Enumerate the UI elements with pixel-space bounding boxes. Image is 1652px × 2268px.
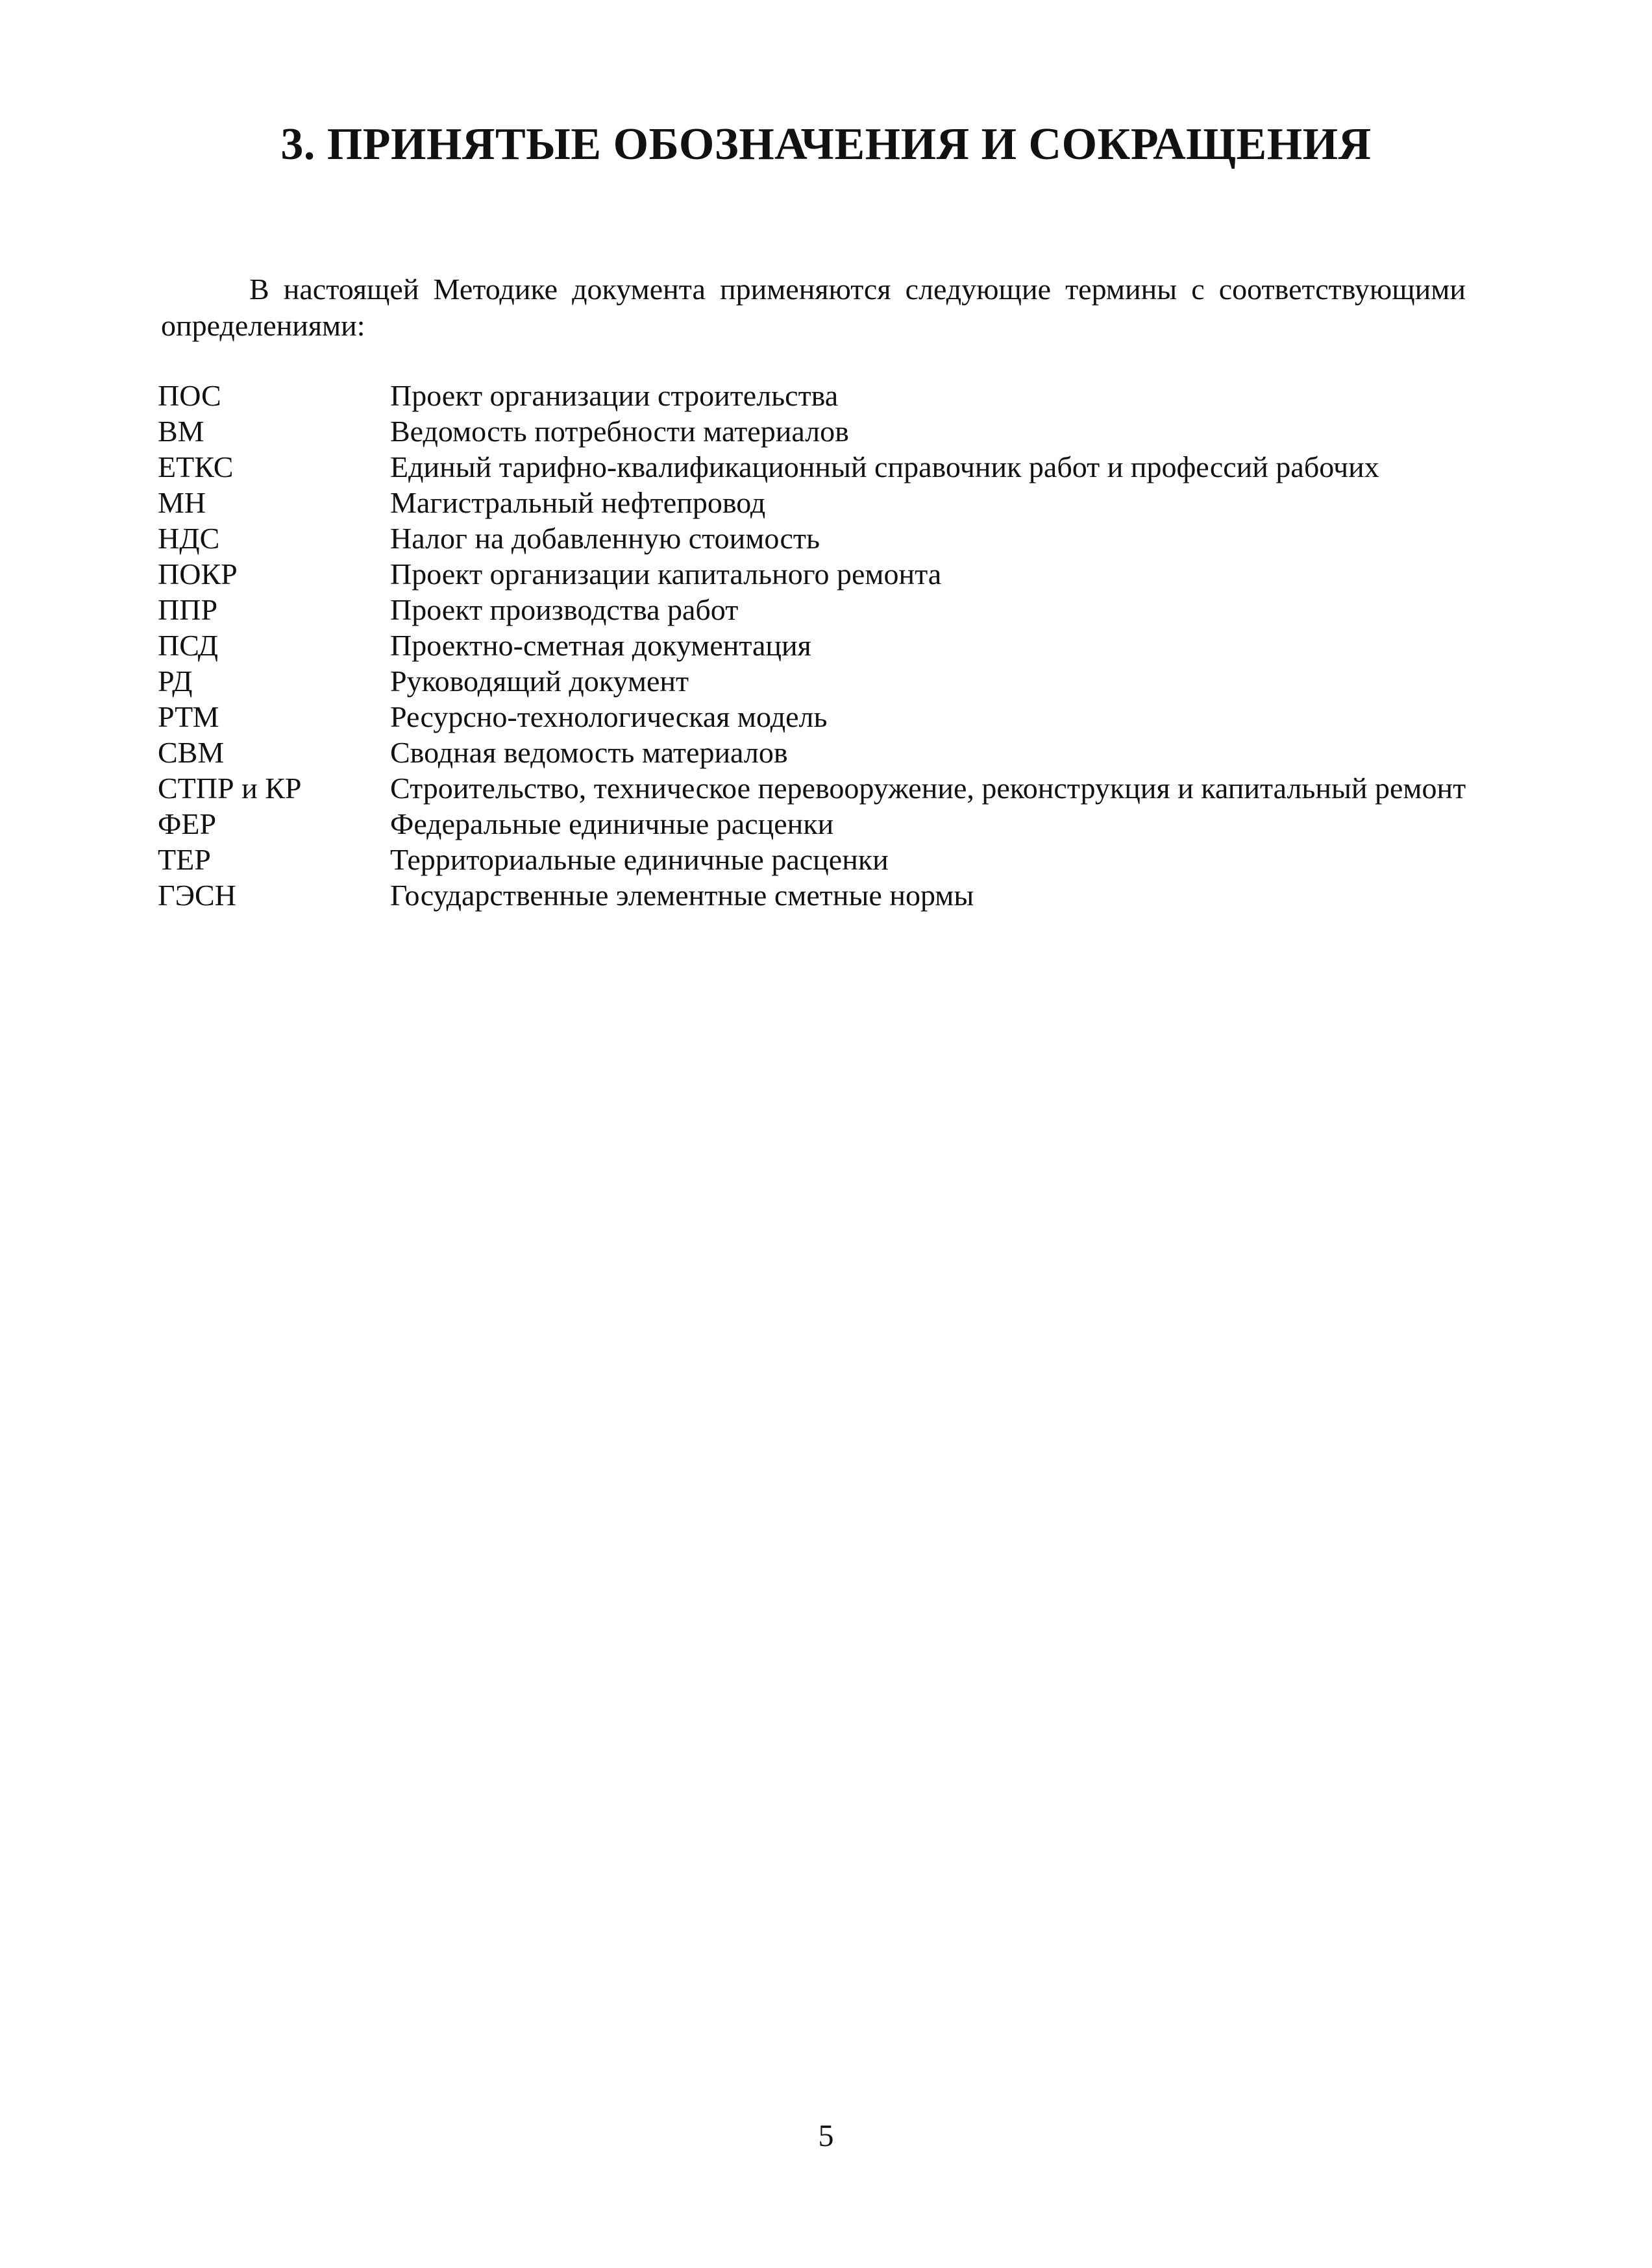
abbreviation-term: ПОС bbox=[158, 379, 221, 412]
abbreviation-row bbox=[158, 592, 1469, 628]
abbreviation-term: СТПР и КР bbox=[158, 772, 302, 805]
abbreviation-definition: Сводная ведомость материалов bbox=[390, 736, 788, 769]
abbreviation-term: ЕТКС bbox=[158, 450, 234, 483]
abbreviation-row bbox=[158, 520, 1469, 556]
page-number: 5 bbox=[818, 2119, 834, 2153]
abbreviation-term: РТМ bbox=[158, 700, 219, 733]
abbreviation-term: ПСД bbox=[158, 629, 218, 662]
abbreviation-term: ВМ bbox=[158, 415, 204, 448]
abbreviation-term: МН bbox=[158, 486, 206, 519]
abbreviation-definition: Проект организации строительства bbox=[390, 379, 839, 412]
abbreviation-definition: Территориальные единичные расценки bbox=[390, 843, 889, 876]
abbreviation-definition: Ресурсно-технологическая модель bbox=[390, 700, 828, 733]
abbreviation-definition: Налог на добавленную стоимость bbox=[390, 522, 820, 555]
abbreviation-row bbox=[158, 770, 1469, 806]
abbreviation-row bbox=[158, 556, 1469, 592]
abbreviation-term: ППР bbox=[158, 593, 218, 626]
abbreviation-term: ПОКР bbox=[158, 557, 238, 591]
abbreviation-row bbox=[158, 842, 1469, 877]
abbreviation-definition: Ведомость потребности материалов bbox=[390, 415, 849, 448]
abbreviation-definition: Магистральный нефтепровод bbox=[390, 486, 766, 519]
abbreviation-row bbox=[158, 663, 1469, 699]
abbreviation-term: СВМ bbox=[158, 736, 225, 769]
abbreviation-row bbox=[158, 378, 1469, 413]
abbreviation-row bbox=[158, 413, 1469, 449]
abbreviation-row bbox=[158, 628, 1469, 663]
abbreviation-term: РД bbox=[158, 665, 193, 698]
abbreviation-term: ФЕР bbox=[158, 807, 217, 840]
abbreviation-definition: Проект производства работ bbox=[390, 593, 739, 626]
abbreviation-row bbox=[158, 806, 1469, 842]
intro-paragraph: В настоящей Методике документа применяются следующие термины с соответствующими определениями: bbox=[161, 273, 1466, 342]
abbreviation-definition: Единый тарифно-квалификационный справочник работ и профессий рабочих bbox=[390, 450, 1379, 483]
abbreviation-list bbox=[158, 378, 1469, 913]
abbreviation-definition: Проект организации капитального ремонта bbox=[390, 557, 942, 591]
abbreviation-definition: Проектно-сметная документация bbox=[390, 629, 811, 662]
abbreviation-row bbox=[158, 699, 1469, 735]
abbreviation-term: НДС bbox=[158, 522, 220, 555]
abbreviation-row bbox=[158, 735, 1469, 770]
abbreviation-definition: Государственные элементные сметные нормы bbox=[390, 879, 974, 912]
abbreviation-row bbox=[158, 449, 1469, 485]
abbreviation-term: ТЕР bbox=[158, 843, 211, 876]
abbreviation-row bbox=[158, 877, 1469, 913]
abbreviation-definition: Руководящий документ bbox=[390, 665, 689, 698]
page-title: 3. ПРИНЯТЫЕ ОБОЗНАЧЕНИЯ И СОКРАЩЕНИЯ bbox=[280, 119, 1372, 169]
abbreviation-definition: Строительство, техническое перевооружение, реконструкция и капитальный ремонт bbox=[390, 772, 1466, 805]
abbreviation-definition: Федеральные единичные расценки bbox=[390, 807, 834, 840]
abbreviation-term: ГЭСН bbox=[158, 879, 236, 912]
abbreviation-row bbox=[158, 485, 1469, 520]
